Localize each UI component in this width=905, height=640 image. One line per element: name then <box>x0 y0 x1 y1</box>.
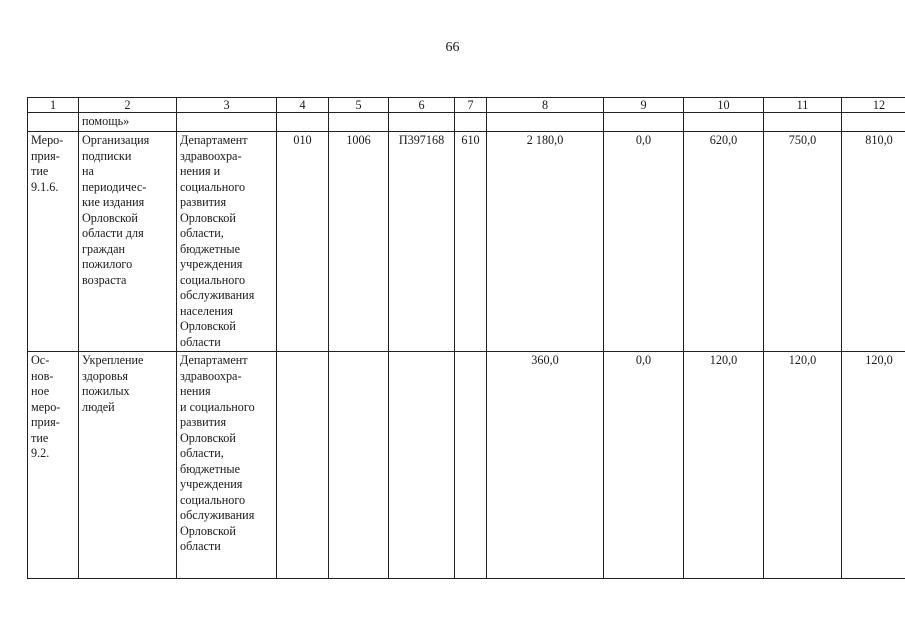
activity-name: Укрепление здоровья пожилых людей <box>79 352 177 579</box>
table-cell <box>455 113 487 132</box>
amount-total: 360,0 <box>487 352 604 579</box>
table-row <box>28 132 905 352</box>
continuation-row <box>28 113 905 132</box>
budget-table <box>27 97 905 579</box>
header-cell: 9 <box>604 98 684 113</box>
section-code <box>329 352 389 579</box>
table-cell <box>604 113 684 132</box>
header-cell: 1 <box>28 98 79 113</box>
amount-year-2: 620,0 <box>684 132 764 352</box>
responsible-executor: Департамент здравоохра- нения и социального развития Орловской области, бюджетные учреждения социального обслуживания Орловской области <box>177 352 277 579</box>
amount-year-4: 810,0 <box>842 132 905 352</box>
table-cell <box>487 113 604 132</box>
table-cell <box>277 113 329 132</box>
table-cell <box>842 113 905 132</box>
activity-code: Меро- прия- тие 9.1.6. <box>28 132 79 352</box>
header-cell: 10 <box>684 98 764 113</box>
target-article-code <box>389 352 455 579</box>
amount-year-1: 0,0 <box>604 132 684 352</box>
table-cell <box>684 113 764 132</box>
amount-year-1: 0,0 <box>604 352 684 579</box>
amount-year-4: 120,0 <box>842 352 905 579</box>
table-cell <box>389 113 455 132</box>
expense-type-code: 610 <box>455 132 487 352</box>
target-article-code: П397168 <box>389 132 455 352</box>
header-cell: 5 <box>329 98 389 113</box>
table-row <box>28 352 905 579</box>
table-cell <box>177 113 277 132</box>
expense-type-code <box>455 352 487 579</box>
amount-year-3: 120,0 <box>764 352 842 579</box>
table-cell <box>329 113 389 132</box>
continuation-text: помощь» <box>79 113 177 132</box>
amount-year-3: 750,0 <box>764 132 842 352</box>
table-cell <box>28 113 79 132</box>
header-row <box>28 98 905 113</box>
activity-code: Ос- нов- ное меро- прия- тие 9.2. <box>28 352 79 579</box>
section-code: 1006 <box>329 132 389 352</box>
header-cell: 6 <box>389 98 455 113</box>
header-cell: 4 <box>277 98 329 113</box>
responsible-executor: Департамент здравоохра- нения и социального развития Орловской области, бюджетные учреждения социального обслуживания населения Орловской области <box>177 132 277 352</box>
header-cell: 7 <box>455 98 487 113</box>
page-number: 66 <box>445 40 460 55</box>
amount-total: 2 180,0 <box>487 132 604 352</box>
table-cell <box>764 113 842 132</box>
amount-year-2: 120,0 <box>684 352 764 579</box>
header-cell: 2 <box>79 98 177 113</box>
header-cell: 8 <box>487 98 604 113</box>
header-cell: 12 <box>842 98 905 113</box>
activity-name: Организация подписки на периодичес- кие издания Орловской области для граждан пожилого возраста <box>79 132 177 352</box>
header-cell: 3 <box>177 98 277 113</box>
grbs-code <box>277 352 329 579</box>
header-cell: 11 <box>764 98 842 113</box>
grbs-code: 010 <box>277 132 329 352</box>
